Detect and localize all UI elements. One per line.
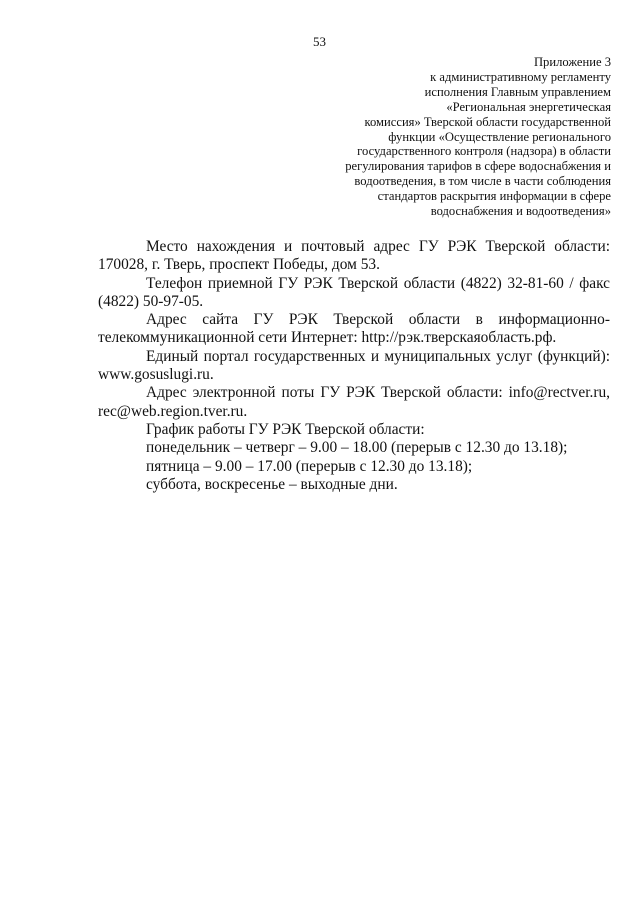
appendix-line: комиссия» Тверской области государственной [364, 114, 611, 129]
appendix-line: функции «Осуществление регионального [388, 129, 611, 144]
schedule-line: пятница – 9.00 – 17.00 (перерыв с 12.30 до 13.18); [146, 457, 473, 475]
website-paragraph: Адрес сайта ГУ РЭК Тверской области в информационно-телекоммуникационной сети Интернет: http://рэк.тверскаяобласть.рф. [98, 311, 610, 347]
schedule-line: понедельник – четверг – 9.00 – 18.00 (перерыв с 12.30 до 13.18); [146, 439, 568, 457]
phone-paragraph: Телефон приемной ГУ РЭК Тверской области (4822) 32-81-60 / факс (4822) 50-97-05. [98, 274, 610, 310]
schedule-title: График работы ГУ РЭК Тверской области: [146, 420, 425, 438]
appendix-line: водоснабжения и водоотведения» [430, 204, 611, 219]
appendix-line: Приложение 3 [533, 55, 611, 69]
body-text [98, 238, 610, 494]
schedule-line: суббота, воскресенье – выходные дни. [146, 475, 398, 493]
email-paragraph: Адрес электронной поты ГУ РЭК Тверской области: info@rectver.ru, rec@web.region.tver.ru. [98, 384, 610, 420]
portal-paragraph: Единый портал государственных и муниципальных услуг (функций): www.gosuslugi.ru. [98, 347, 610, 384]
appendix-line: к административному регламенту [430, 69, 611, 84]
page-number: 53 [313, 34, 326, 49]
appendix-line: исполнения Главным управлением [424, 84, 611, 99]
appendix-line: водоотведения, в том числе в части соблюдения [354, 174, 611, 189]
appendix-line: государственного контроля (надзора) в области [357, 144, 611, 159]
appendix-line: стандартов раскрытия информации в сфере [377, 189, 611, 204]
appendix-header [311, 55, 611, 219]
address-paragraph: Место нахождения и почтовый адрес ГУ РЭК Тверской области: 170028, г. Тверь, проспект Победы, дом 53. [98, 238, 610, 274]
appendix-line: регулирования тарифов в сфере водоснабжения и [345, 159, 611, 174]
appendix-line: «Региональная энергетическая [446, 99, 611, 114]
